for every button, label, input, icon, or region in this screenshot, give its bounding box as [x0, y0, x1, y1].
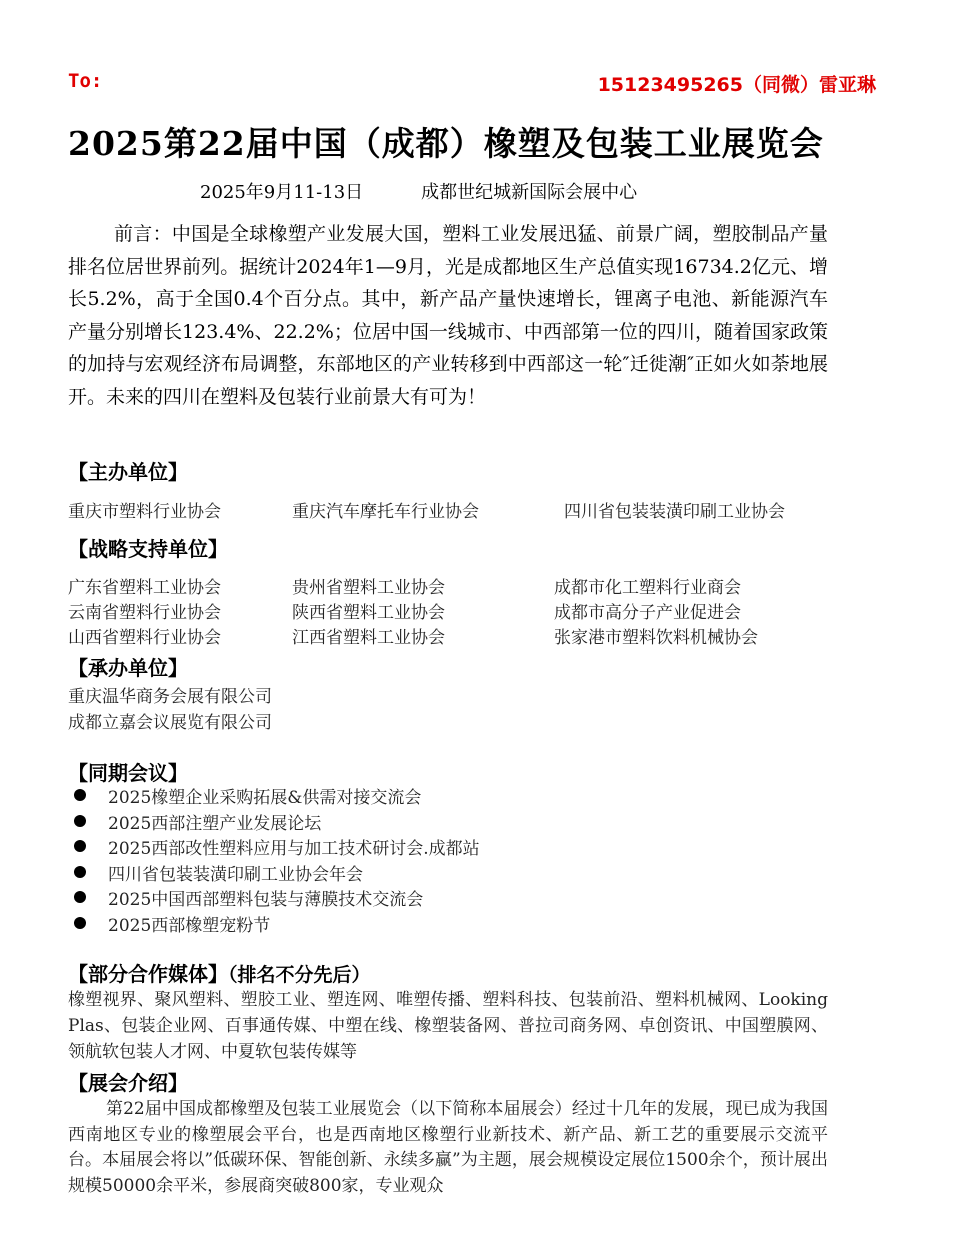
conferences-heading: 【同期会议】: [68, 761, 188, 785]
conference-item: 2025西部橡塑宠粉节: [108, 915, 271, 936]
list-item: [68, 885, 768, 911]
media-heading: [68, 958, 371, 987]
conference-item: 四川省包装装潢印刷工业协会年会: [108, 864, 363, 885]
contact-info: 15123495265（同微）雷亚琳: [597, 74, 876, 96]
header-row: [68, 70, 876, 100]
organizer-item: 重庆汽车摩托车行业协会: [292, 502, 479, 522]
bullet-dot-icon: [74, 917, 86, 929]
organizers-heading: 【主办单位】: [68, 460, 188, 484]
supporter-item: 陕西省塑料工业协会: [292, 603, 445, 623]
supporter-item: 张家港市塑料饮料机械协会: [554, 628, 758, 648]
conference-item: 2025西部改性塑料应用与加工技术研讨会.成都站: [108, 839, 480, 859]
conference-item: 2025西部注塑产业发展论坛: [108, 813, 322, 834]
list-item: [68, 809, 768, 835]
to-label: To:: [68, 70, 103, 92]
expo-paragraph: 第22届中国成都橡塑及包装工业展览会（以下简称本届展会）经过十几年的发展，现已成为我国西南地区专业的橡塑展会平台，也是西南地区橡塑行业新技术、新产品、新工艺的重要展示交流平台。本届展会将以”低碳环保、智能创新、永续多赢”为主题，展会规模设定展位1500余个，预计展出规模50000余平米，参展商突破800家，专业观众: [68, 1099, 828, 1196]
event-date: 2025年9月11-13日: [200, 182, 364, 203]
supporter-item: 成都市高分子产业促进会: [554, 603, 741, 623]
supporter-item: 成都市化工塑料行业商会: [554, 578, 741, 598]
event-subtitle: [200, 178, 637, 204]
event-venue: 成都世纪城新国际会展中心: [421, 182, 638, 203]
hosts-heading: 【承办单位】: [68, 656, 188, 680]
list-item: [68, 783, 768, 809]
conference-item: 2025中国西部塑料包装与薄膜技术交流会: [108, 890, 424, 910]
bullet-dot-icon: [74, 891, 86, 903]
bullet-dot-icon: [74, 815, 86, 827]
expo-heading: 【展会介绍】: [68, 1071, 188, 1095]
organizer-item: 重庆市塑料行业协会: [68, 502, 221, 522]
supporter-item: 贵州省塑料工业协会: [292, 578, 445, 598]
conference-item: 2025橡塑企业采购拓展&供需对接交流会: [108, 788, 422, 808]
media-heading-label: 【部分合作媒体】: [68, 962, 228, 986]
supporters-row: [68, 573, 858, 598]
organizers-row: [68, 497, 858, 522]
supporters-heading: 【战略支持单位】: [68, 537, 228, 561]
list-item: [68, 911, 768, 937]
supporters-row: [68, 623, 858, 648]
list-item: [68, 834, 768, 860]
supporter-item: 广东省塑料工业协会: [68, 578, 221, 598]
supporters-row: [68, 598, 858, 623]
list-item: [68, 860, 768, 886]
supporter-item: 山西省塑料行业协会: [68, 628, 221, 648]
conference-list: [68, 783, 768, 936]
organizer-item: 四川省包装装潢印刷工业协会: [564, 502, 785, 522]
media-list: 橡塑视界、聚风塑料、塑胶工业、塑连网、唯塑传播、塑料科技、包装前沿、塑料机械网、LookingPlas、包装企业网、百事通传媒、中塑在线、橡塑装备网、普拉司商务网、卓创资讯、中国塑膜网、领航软包装人才网、中夏软包装传媒等: [68, 990, 828, 1062]
page-title: 2025第22届中国（成都）橡塑及包装工业展览会: [68, 124, 824, 163]
bullet-dot-icon: [74, 840, 86, 852]
host-item: 重庆温华商务会展有限公司: [68, 687, 272, 707]
host-item: 成都立嘉会议展览有限公司: [68, 713, 272, 733]
bullet-dot-icon: [74, 866, 86, 878]
intro-paragraph: 前言：中国是全球橡塑产业发展大国，塑料工业发展迅猛、前景广阔，塑胶制品产量排名位居世界前列。据统计2024年1—9月，光是成都地区生产总值实现16734.2亿元、增长5.2%，高于全国0.4个百分点。其中，新产品产量快速增长，锂离子电池、新能源汽车产量分别增长123.4%、22.2%；位居中国一线城市、中西部第一位的四川，随着国家政策的加持与宏观经济布局调整，东部地区的产业转移到中西部这一轮″迁徙潮″正如火如荼地展开。未来的四川在塑料及包装行业前景大有可为！: [68, 223, 828, 408]
supporter-item: 江西省塑料工业协会: [292, 628, 445, 648]
supporter-item: 云南省塑料行业协会: [68, 603, 221, 623]
media-heading-note: （排名不分先后）: [228, 964, 371, 986]
bullet-dot-icon: [74, 789, 86, 801]
